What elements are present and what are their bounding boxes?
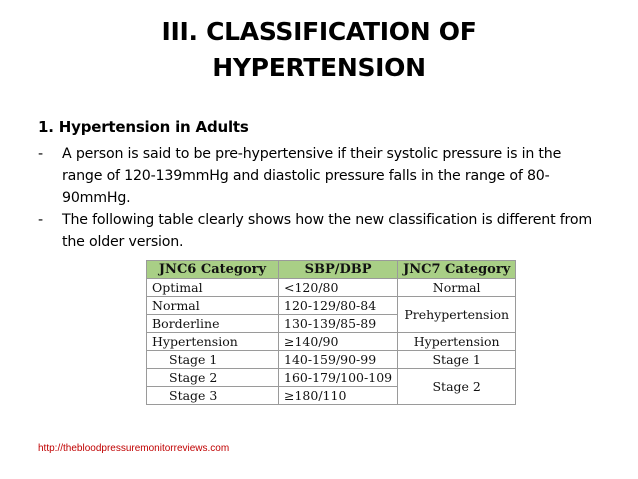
sbp-dbp-cell: <120/80 — [279, 279, 398, 297]
header-jnc6: JNC6 Category — [147, 261, 279, 279]
sbp-dbp-cell: ≥180/110 — [279, 387, 398, 405]
jnc6-cell: Optimal — [147, 279, 279, 297]
jnc6-cell: Stage 3 — [147, 387, 279, 405]
jnc7-cell: Prehypertension — [398, 297, 516, 333]
sbp-dbp-cell: 140-159/90-99 — [279, 351, 398, 369]
slide-title-line-2: HYPERTENSION — [212, 53, 426, 82]
table-row — [147, 369, 516, 387]
bullet-marker: - — [38, 146, 43, 162]
table-header-row — [147, 261, 516, 279]
jnc6-cell: Borderline — [147, 315, 279, 333]
bullet-marker: - — [38, 212, 43, 228]
jnc7-cell: Normal — [398, 279, 516, 297]
jnc7-cell: Stage 2 — [398, 369, 516, 405]
table-row — [147, 279, 516, 297]
section-subheading: 1. Hypertension in Adults — [38, 118, 249, 136]
table-row — [147, 297, 516, 315]
source-link[interactable]: http://thebloodpressuremonitorreviews.com — [38, 443, 230, 454]
bullet-text: A person is said to be pre-hypertensive if their systolic pressure is in the range of 120-139mmHg and diastolic pressure falls in the range of 80-90mmHg. — [62, 146, 562, 206]
jnc6-cell: Stage 2 — [147, 369, 279, 387]
classification-table — [146, 260, 516, 405]
jnc6-cell: Normal — [147, 297, 279, 315]
bullet-text: The following table clearly shows how the new classification is different from the older version. — [62, 212, 592, 250]
jnc6-cell: Hypertension — [147, 333, 279, 351]
header-sbp-dbp: SBP/DBP — [279, 261, 398, 279]
bullet-item — [38, 209, 598, 253]
sbp-dbp-cell: ≥140/90 — [279, 333, 398, 351]
slide-title-line-1: III. CLASSIFICATION OF — [161, 17, 477, 46]
sbp-dbp-cell: 120-129/80-84 — [279, 297, 398, 315]
sbp-dbp-cell: 130-139/85-89 — [279, 315, 398, 333]
bullet-item — [38, 143, 598, 209]
bullet-list — [38, 143, 598, 253]
sbp-dbp-cell: 160-179/100-109 — [279, 369, 398, 387]
jnc7-cell: Hypertension — [398, 333, 516, 351]
slide-title — [0, 14, 638, 86]
table-row — [147, 333, 516, 351]
table-row — [147, 351, 516, 369]
jnc6-cell: Stage 1 — [147, 351, 279, 369]
jnc7-cell: Stage 1 — [398, 351, 516, 369]
header-jnc7: JNC7 Category — [398, 261, 516, 279]
